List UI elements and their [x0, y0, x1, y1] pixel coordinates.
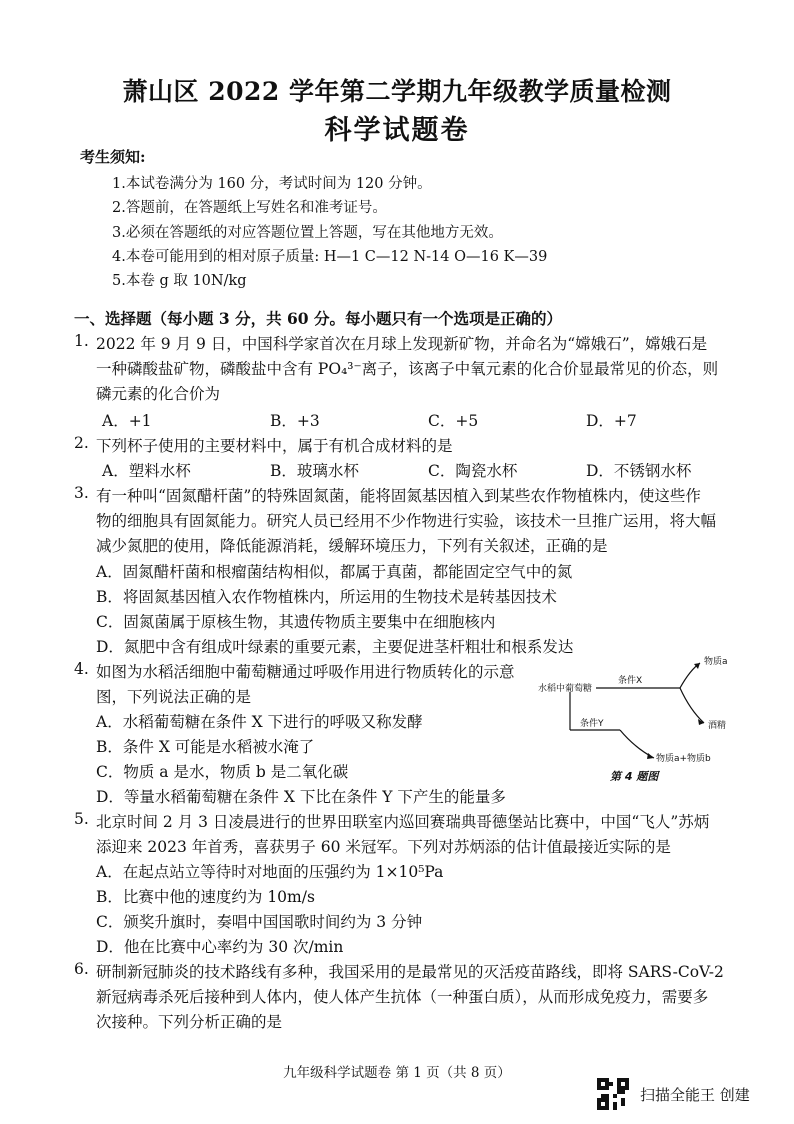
- question-number: 3.: [74, 484, 89, 502]
- question-1-text: [96, 332, 746, 407]
- scanner-watermark: 扫描全能王 创建: [640, 1086, 750, 1104]
- option-c: C．+5: [428, 412, 479, 430]
- option-c: C．陶瓷水杯: [428, 462, 518, 480]
- question-5-text: [96, 810, 746, 860]
- diagram-source-label: 水稻中葡萄糖: [538, 684, 593, 694]
- option-d: D．+7: [586, 412, 637, 430]
- diagram-caption: 第 4 题图: [610, 770, 659, 783]
- question-line: 如图为水稻活细胞中葡萄糖通过呼吸作用进行物质转化的示意: [96, 663, 515, 681]
- question-number: 1.: [74, 332, 89, 350]
- option-a: A．固氮醋杆菌和根瘤菌结构相似，都属于真菌，都能固定空气中的氮: [96, 563, 573, 581]
- notice-heading: 考生须知:: [80, 148, 146, 166]
- question-line: 研制新冠肺炎的技术路线有多种，我国采用的是最常见的灭活疫苗路线，即将 SARS-CoV-2: [96, 963, 724, 981]
- diagram-product-alcohol: 酒精: [708, 721, 727, 731]
- notice-item: 4.本卷可能用到的相对原子质量: H—1 C—12 N-14 O—16 K—39: [112, 249, 548, 265]
- question-line: 减少氮肥的使用，降低能源消耗，缓解环境压力，下列有关叙述，正确的是: [96, 537, 608, 555]
- notice-item: 2.答题前，在答题纸上写姓名和准考证号。: [112, 200, 387, 216]
- exam-subtitle: 科学试题卷: [324, 115, 470, 146]
- question-number: 5.: [74, 810, 89, 828]
- option-d: D．他在比赛中心率约为 30 次/min: [96, 938, 344, 956]
- option-b: B．玻璃水杯: [270, 462, 359, 480]
- option-b: B．将固氮基因植入农作物植株内，所运用的生物技术是转基因技术: [96, 588, 557, 606]
- option-a: A．在起点站立等待时对地面的压强约为 1×10⁵Pa: [96, 863, 444, 881]
- question-number: 2.: [74, 434, 89, 452]
- question-line: 有一种叫“固氮醋杆菌”的特殊固氮菌，能将固氮基因植入到某些农作物植株内，使这些作: [96, 487, 701, 505]
- question-number: 6.: [74, 960, 89, 978]
- question-number: 4.: [74, 660, 89, 678]
- option-a: A．+1: [102, 412, 152, 430]
- option-a: A．水稻葡萄糖在条件 X 下进行的呼吸又称发酵: [96, 713, 423, 731]
- notice-item: 5.本卷 g 取 10N/kg: [112, 273, 247, 289]
- respiration-diagram: [510, 648, 760, 788]
- option-c: C．固氮菌属于原核生物，其遗传物质主要集中在细胞核内: [96, 613, 496, 631]
- option-c: C．颁奖升旗时，奏唱中国国歌时间约为 3 分钟: [96, 913, 423, 931]
- option-b: B．+3: [270, 412, 320, 430]
- question-line: 磷元素的化合价为: [96, 385, 221, 403]
- diagram-condition-x: 条件X: [618, 676, 643, 686]
- option-b: B．条件 X 可能是水稻被水淹了: [96, 738, 315, 756]
- question-line: 新冠病毒杀死后接种到人体内，使人体产生抗体（一种蛋白质），从而形成免疫力，需要多: [96, 988, 709, 1006]
- question-line: 一种磷酸盐矿物，磷酸盐中含有 PO₄³⁻离子，该离子中氧元素的化合价显最常见的价态，则: [96, 360, 719, 378]
- question-2-text: [96, 434, 746, 459]
- question-line: 图，下列说法正确的是: [96, 688, 252, 706]
- qr-code-icon: [597, 1078, 629, 1110]
- option-c: C．物质 a 是水，物质 b 是二氧化碳: [96, 763, 349, 781]
- diagram-condition-y: 条件Y: [580, 719, 604, 729]
- question-line: 次接种。下列分析正确的是: [96, 1013, 283, 1031]
- question-line: 物的细胞具有固氮能力。研究人员已经用不少作物进行实验，该技术一旦推广运用，将大幅: [96, 512, 717, 530]
- question-3-text: [96, 484, 746, 559]
- notice-item: 3.必须在答题纸的对应答题位置上答题，写在其他地方无效。: [112, 225, 503, 241]
- question-line: 下列杯子使用的主要材料中，属于有机合成材料的是: [96, 437, 453, 455]
- section-heading: 一、选择题（每小题 3 分，共 60 分。每小题只有一个选项是正确的）: [74, 309, 562, 328]
- diagram-product-a: 物质a: [704, 657, 728, 667]
- question-4-text: [96, 660, 536, 710]
- page-footer: 九年级科学试题卷 第 1 页（共 8 页）: [283, 1065, 511, 1081]
- question-line: 北京时间 2 月 3 日凌晨进行的世界田联室内巡回赛瑞典哥德堡站比赛中，中国“飞人”苏炳: [96, 813, 710, 831]
- exam-title: 萧山区 2022 学年第二学期九年级教学质量检测: [122, 77, 672, 106]
- option-d: D．不锈钢水杯: [586, 462, 692, 480]
- question-line: 2022 年 9 月 9 日，中国科学家首次在月球上发现新矿物，并命名为“嫦娥石”，嫦娥石是: [96, 335, 708, 353]
- question-line: 添迎来 2023 年首秀，喜获男子 60 米冠军。下列对苏炳添的估计值最接近实际的是: [96, 838, 671, 856]
- option-b: B．比赛中他的速度约为 10m/s: [96, 888, 315, 906]
- option-a: A．塑料水杯: [102, 462, 191, 480]
- option-d: D．等量水稻葡萄糖在条件 X 下比在条件 Y 下产生的能量多: [96, 788, 506, 806]
- diagram-product-ab: 物质a+物质b: [656, 754, 711, 764]
- question-6-text: [96, 960, 746, 1035]
- option-d: D．氮肥中含有组成叶绿素的重要元素，主要促进茎杆粗壮和根系发达: [96, 638, 574, 656]
- notice-item: 1.本试卷满分为 160 分，考试时间为 120 分钟。: [112, 176, 432, 192]
